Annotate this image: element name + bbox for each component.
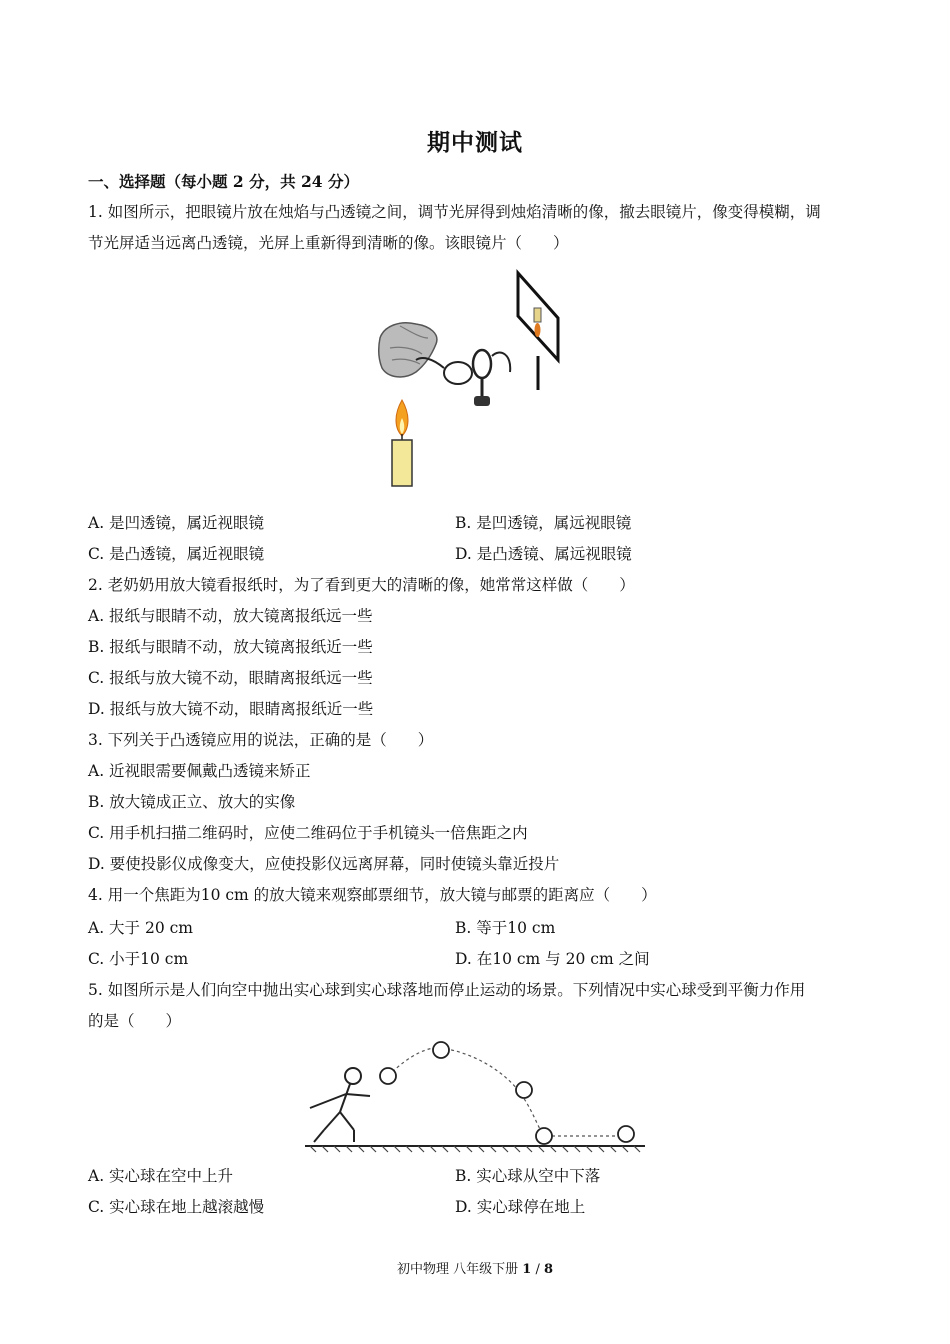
- light-screen: [518, 273, 558, 390]
- q3-option-c: C. 用手机扫描二维码时，应使二维码位于手机镜头一倍焦距之内: [88, 824, 528, 842]
- q2-option-c: C. 报纸与放大镜不动，眼睛离报纸远一些: [88, 669, 373, 687]
- q4-option-b: B. 等于10 cm: [455, 919, 556, 937]
- q4-stem: 4. 用一个焦距为10 cm 的放大镜来观察邮票细节，放大镜与邮票的距离应（ ）: [88, 886, 657, 904]
- q1-option-a: A. 是凹透镜，属近视眼镜: [88, 514, 265, 532]
- section-heading: 一、选择题（每小题 2 分，共 24 分）: [88, 172, 359, 191]
- footer-total-pages: 8: [543, 1262, 554, 1277]
- convex-lens: [473, 350, 510, 406]
- q5-option-c: C. 实心球在地上越滚越慢: [88, 1198, 265, 1216]
- q1-option-c: C. 是凸透镜，属近视眼镜: [88, 545, 265, 563]
- ground: [305, 1146, 645, 1152]
- q5-stem-line2: 的是（ ）: [88, 1012, 182, 1030]
- q2-option-d: D. 报纸与放大镜不动，眼睛离报纸近一些: [88, 700, 374, 718]
- q3-option-a: A. 近视眼需要佩戴凸透镜来矫正: [88, 762, 311, 780]
- footer-separator: /: [531, 1262, 544, 1277]
- q4-option-c: C. 小于10 cm: [88, 950, 189, 968]
- page-footer: [0, 1258, 950, 1277]
- q3-option-d: D. 要使投影仪成像变大，应使投影仪远离屏幕，同时使镜头靠近投片: [88, 855, 560, 873]
- q4-option-d: D. 在10 cm 与 20 cm 之间: [455, 950, 650, 968]
- footer-page-number: 1: [522, 1262, 532, 1277]
- page-title: 期中测试: [427, 129, 523, 156]
- q3-option-b: B. 放大镜成正立、放大的实像: [88, 793, 296, 811]
- q3-stem: 3. 下列关于凸透镜应用的说法，正确的是（ ）: [88, 731, 434, 749]
- footer-course: 初中物理 八年级下册: [396, 1262, 519, 1277]
- q5-option-a: A. 实心球在空中上升: [88, 1167, 234, 1185]
- q5-figure-shot-put: [300, 1038, 650, 1158]
- q2-option-b: B. 报纸与眼睛不动，放大镜离报纸近一些: [88, 638, 373, 656]
- q2-option-a: A. 报纸与眼睛不动，放大镜离报纸远一些: [88, 607, 373, 625]
- q1-stem-line1: 1. 如图所示，把眼镜片放在烛焰与凸透镜之间，调节光屏得到烛焰清晰的像，撤去眼镜片，像变得模糊，调: [88, 203, 821, 221]
- q1-figure-lens-experiment: [370, 268, 570, 490]
- thrower-figure: [310, 1068, 370, 1142]
- q5-stem-line1: 5. 如图所示是人们向空中抛出实心球到实心球落地而停止运动的场景。下列情况中实心球受到平衡力作用: [88, 981, 806, 999]
- q1-option-d: D. 是凸透镜、属远视眼镜: [455, 545, 632, 563]
- q1-stem-line2: 节光屏适当远离凸透镜，光屏上重新得到清晰的像。该眼镜片（ ）: [88, 234, 569, 252]
- shot-put-balls: [380, 1042, 634, 1144]
- q5-option-b: B. 实心球从空中下落: [455, 1167, 601, 1185]
- candle: [392, 400, 412, 486]
- hand-holding-glasses: [379, 323, 437, 377]
- q5-option-d: D. 实心球停在地上: [455, 1198, 586, 1216]
- q4-option-a: A. 大于 20 cm: [88, 919, 194, 937]
- q1-option-b: B. 是凹透镜，属远视眼镜: [455, 514, 632, 532]
- q2-stem: 2. 老奶奶用放大镜看报纸时，为了看到更大的清晰的像，她常常这样做（ ）: [88, 576, 635, 594]
